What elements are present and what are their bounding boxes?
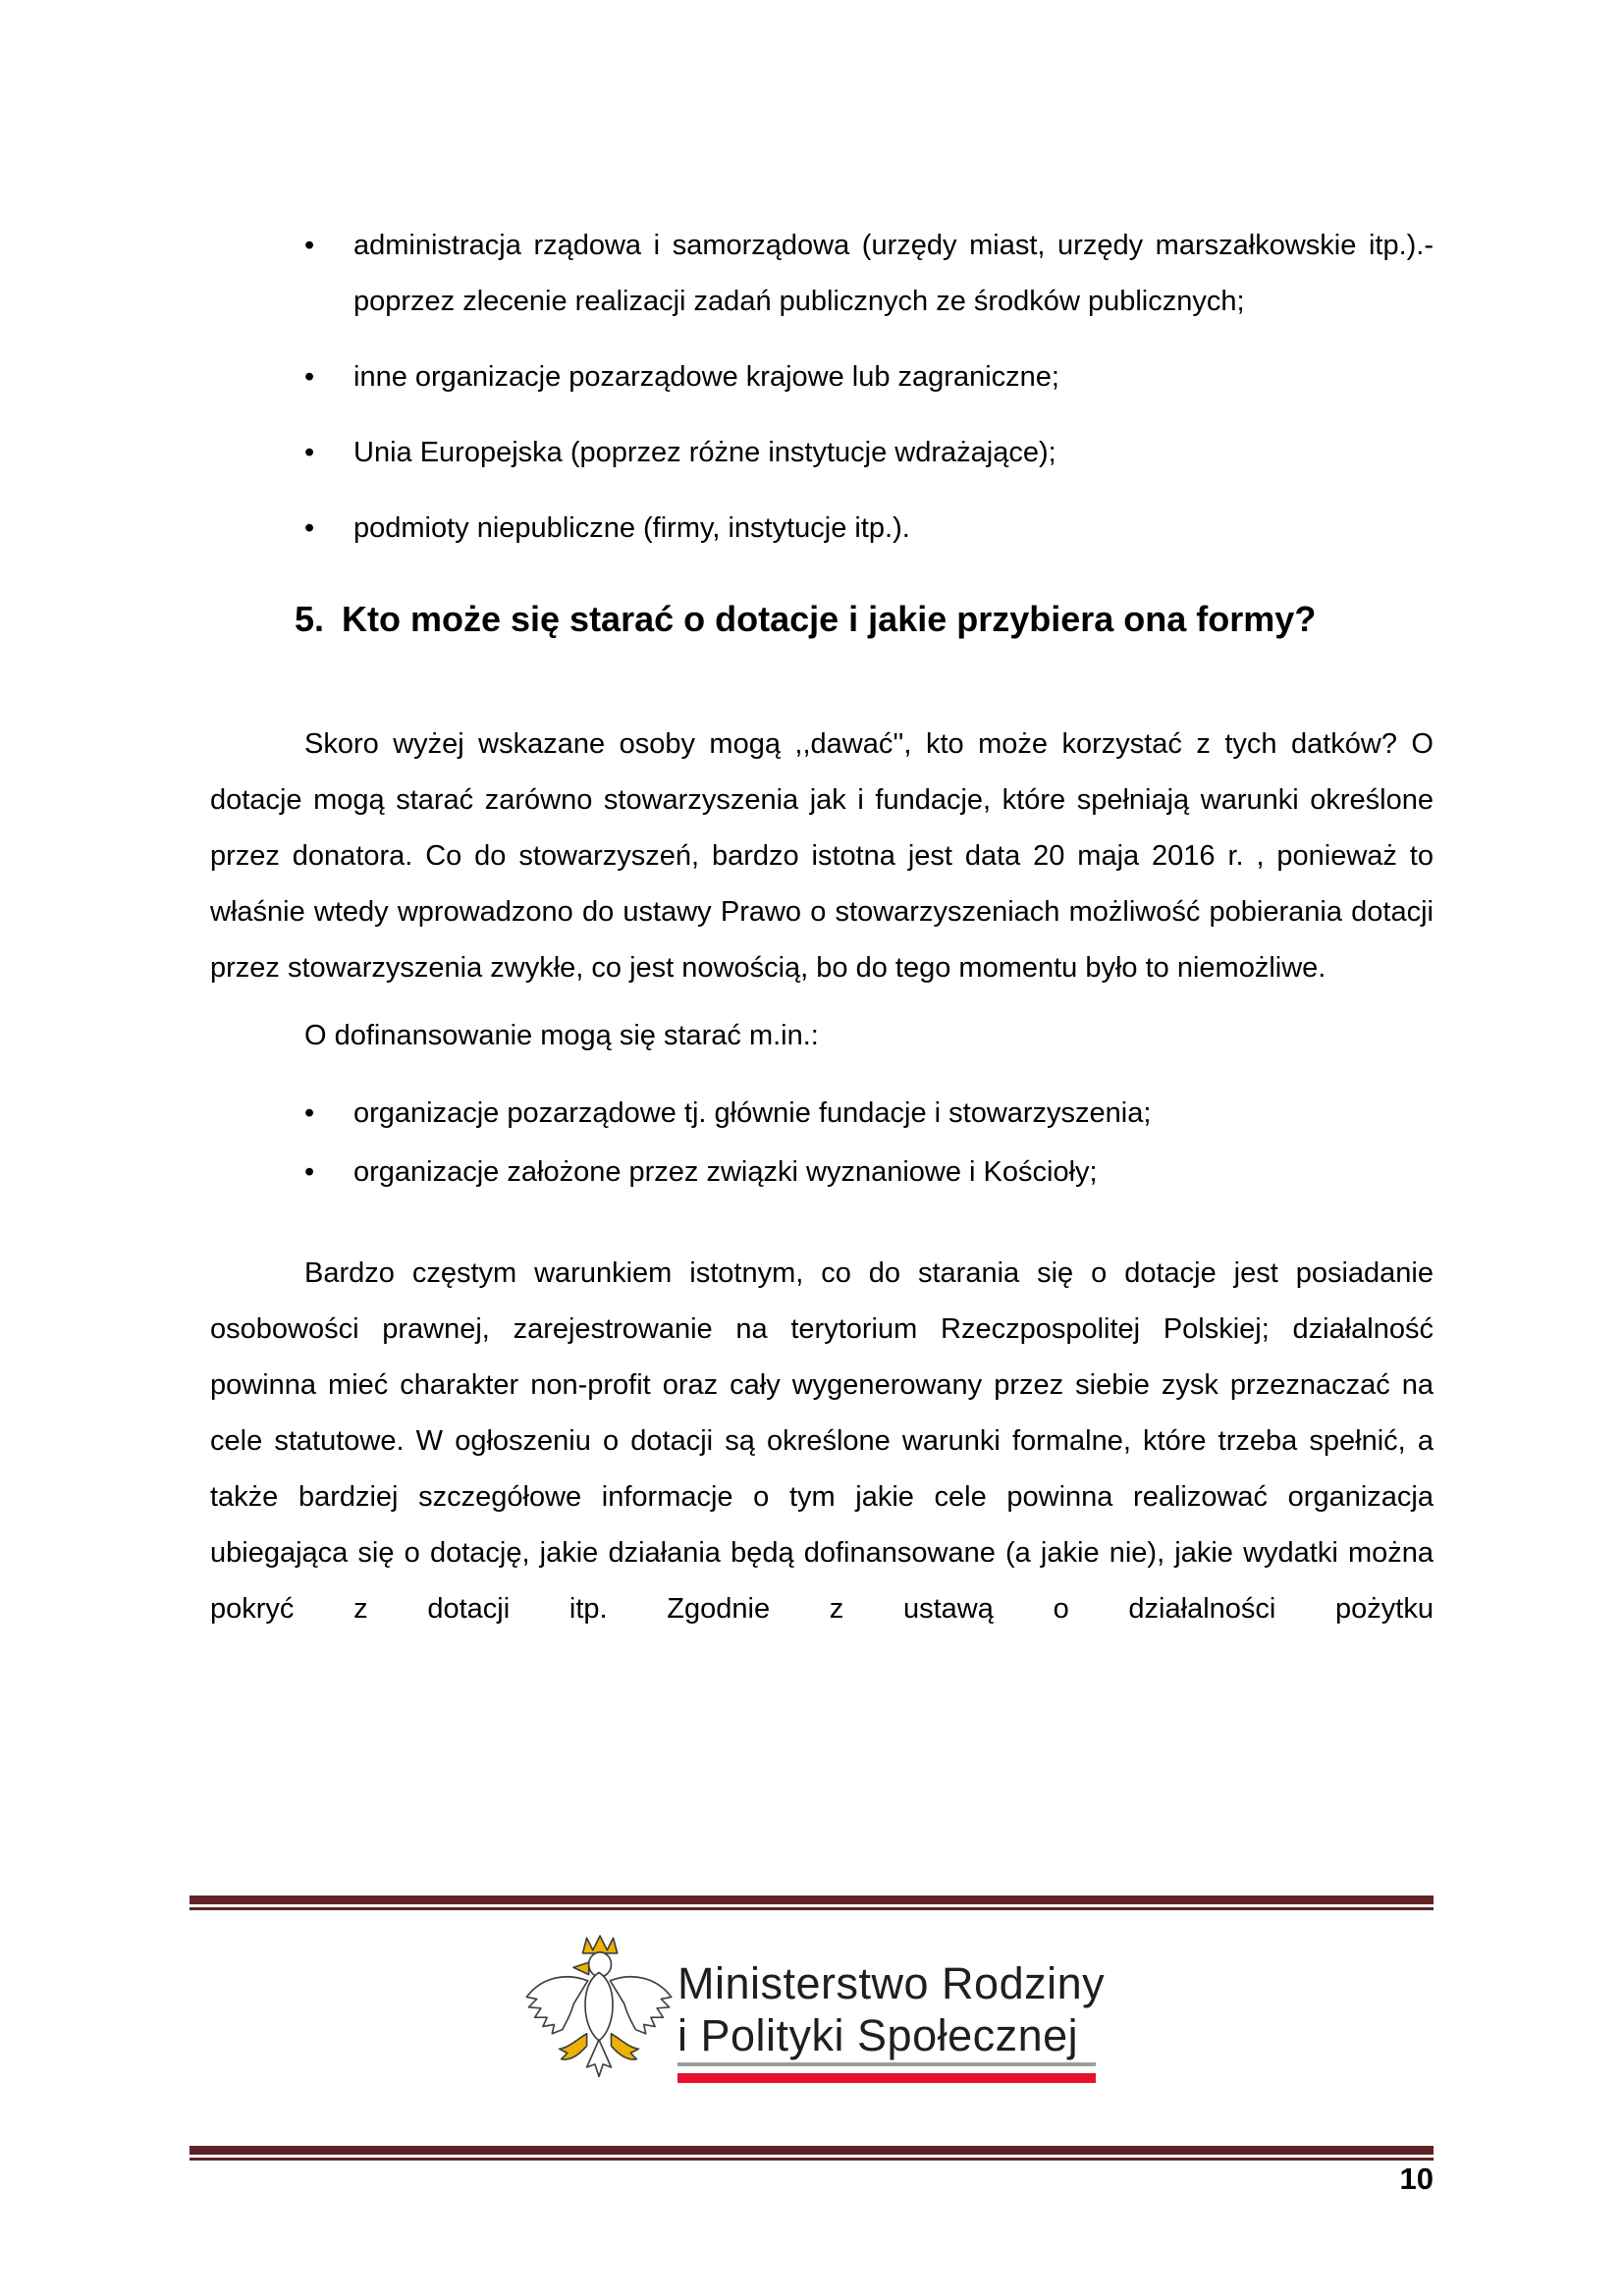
bullet-list-applicants (210, 1086, 1434, 1201)
list-item (210, 218, 1434, 330)
list-item (210, 1145, 1434, 1201)
ministry-name (677, 1957, 1105, 2061)
flag-bar-gray (677, 2062, 1096, 2066)
bullet-icon: • (304, 512, 315, 544)
page-number: 10 (1399, 2162, 1434, 2196)
list-item (210, 349, 1434, 405)
bullet-list-donors (210, 218, 1434, 557)
paragraph: O dofinansowanie mogą się starać m.in.: (304, 1020, 819, 1051)
footer-rule-top (189, 1896, 1434, 1910)
footer-rule-bottom (189, 2146, 1434, 2161)
bullet-icon: • (304, 1097, 315, 1129)
list-item-text: administracja rządowa i samorządowa (urzędy miast, urzędy marszałkowskie itp.).- poprzez zlecenie realizacji zadań publicznych ze środków publicznych; (353, 230, 1434, 317)
flag-bar-red (677, 2073, 1096, 2083)
list-item-text: podmioty niepubliczne (firmy, instytucje itp.). (353, 512, 910, 544)
list-item-text: inne organizacje pozarządowe krajowe lub zagraniczne; (353, 361, 1059, 393)
ministry-name-line1: Ministerstwo Rodziny (677, 1958, 1106, 2008)
bullet-icon: • (304, 361, 315, 393)
list-item-text: Unia Europejska (poprzez różne instytucje wdrażające); (353, 437, 1056, 468)
section-number: 5. (295, 599, 325, 639)
section-heading (295, 592, 1434, 646)
polish-eagle-icon (520, 1932, 676, 2100)
paragraph: Bardzo częstym warunkiem istotnym, co do starania się o dotacje jest posiadanie osobowości prawnej, zarejestrowanie na terytorium Rzeczpospolitej Polskiej; działalność powinna mieć charakter non-profit oraz cały wygenerowany przez siebie zysk przeznaczać na cele statutowe. W ogłoszeniu o dotacji są określone warunki formalne, które trzeba spełnić, a także bardziej szczegółowe informacje o tym jakie cele powinna realizować organizacja ubiegająca się o dotację, jakie działania będą dofinansowane (a jakie nie), jakie wydatki można pokryć z dotacji itp. Zgodnie z ustawą o działalności pożytku (210, 1257, 1434, 1625)
bullet-icon: • (304, 1156, 315, 1188)
paragraph: Skoro wyżej wskazane osoby mogą ,,dawać'', kto może korzystać z tych datków? O dotacje mogą starać zarówno stowarzyszenia jak i fundacje, które spełniają warunki określone przez donatora. Co do stowarzyszeń, bardzo istotna jest data 20 maja 2016 r. , ponieważ to właśnie wtedy wprowadzono do ustawy Prawo o stowarzyszeniach możliwość pobierania dotacji przez stowarzyszenia zwykłe, co jest nowością, bo do tego momentu było to niemożliwe. (210, 728, 1434, 984)
list-item (210, 425, 1434, 481)
page-content (210, 218, 1434, 1637)
bullet-icon: • (304, 437, 315, 468)
bullet-icon: • (304, 230, 315, 261)
ministry-name-line2: i Polityki Społecznej (677, 2010, 1079, 2060)
list-item-text: organizacje założone przez związki wyznaniowe i Kościoły; (353, 1156, 1098, 1188)
list-item (210, 1086, 1434, 1142)
section-title: Kto może się starać o dotacje i jakie przybiera ona formy? (342, 599, 1317, 639)
list-item (210, 501, 1434, 557)
list-item-text: organizacje pozarządowe tj. głównie fundacje i stowarzyszenia; (353, 1097, 1152, 1129)
